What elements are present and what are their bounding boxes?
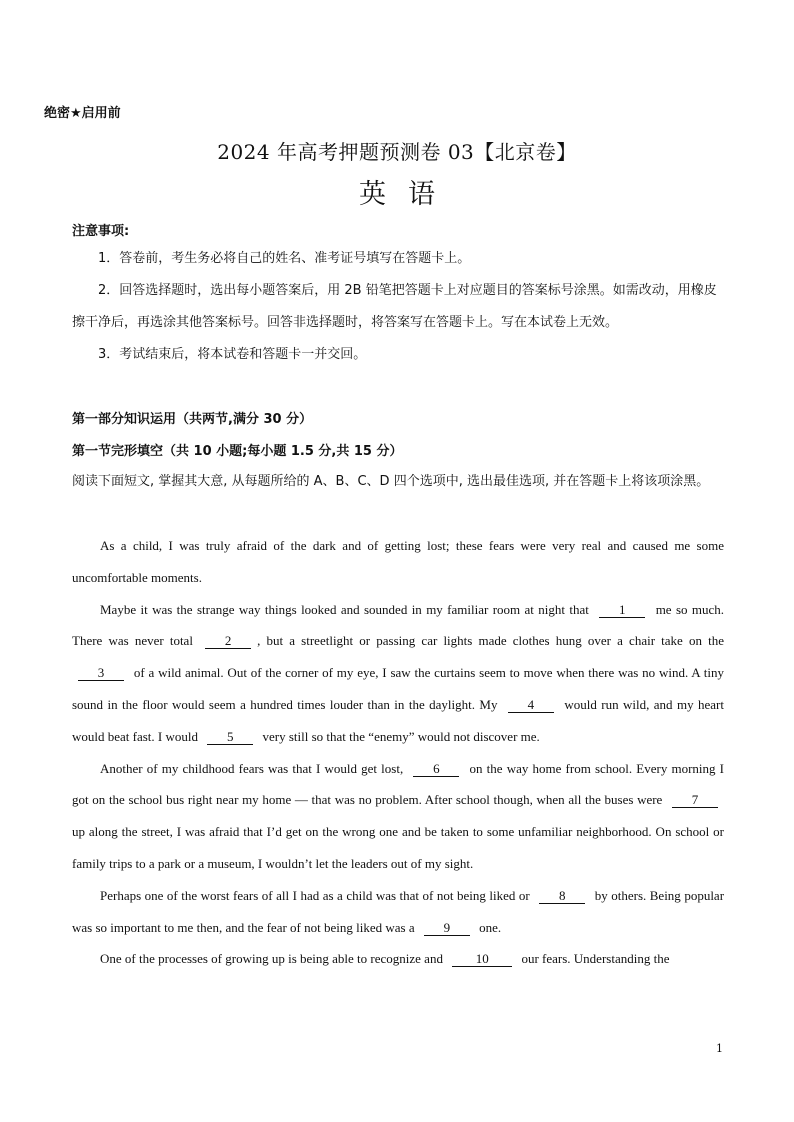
blank-1: 1	[599, 603, 645, 618]
blank-7: 7	[672, 793, 718, 808]
blank-5: 5	[207, 730, 253, 745]
blank-9: 9	[424, 921, 470, 936]
blank-8: 8	[539, 889, 585, 904]
passage-text: One of the processes of growing up is being able to recognize and	[100, 951, 443, 967]
passage-text: , but a streetlight or passing car lights made clothes hung over a chair take on the	[257, 633, 725, 649]
passage-paragraph-3	[72, 753, 724, 880]
blank-2: 2	[205, 634, 251, 649]
passage-text: Perhaps one of the worst fears of all I had as a child was that of not being liked or	[100, 887, 530, 903]
cloze-passage	[72, 530, 724, 975]
blank-3: 3	[78, 666, 124, 681]
page-number: 1	[716, 1042, 723, 1055]
passage-paragraph-5	[72, 943, 724, 975]
subject-title: 英语	[359, 179, 457, 210]
passage-text: me so much. There was never total	[72, 601, 725, 649]
passage-paragraph-2	[72, 594, 724, 753]
section1-heading: 第一节完形填空（共 10 小题;每小题 1.5 分,共 15 分）	[72, 444, 403, 459]
exam-title: 2024 年高考押题预测卷 03【北京卷】	[217, 140, 577, 164]
blank-6: 6	[413, 762, 459, 777]
passage-text: on the way home from school. Every morning I got on the school bus right near my home — that was no problem. After school though, when all the buses were	[72, 760, 725, 808]
passage-text: very still so that the “enemy” would not discover me.	[262, 728, 540, 744]
passage-paragraph-1	[72, 530, 724, 594]
passage-text: up along the street, I was afraid that I’d get on the wrong one and be taken to some unfamiliar neighborhood. On school or family trips to a park or a museum, I wouldn’t let the leaders out of my sight.	[72, 824, 724, 871]
part1-heading: 第一部分知识运用（共两节,满分 30 分）	[72, 412, 313, 427]
section1-instruction: 阅读下面短文, 掌握其大意, 从每题所给的 A、B、C、D 四个选项中, 选出最佳选项, 并在答题卡上将该项涂黑。	[72, 474, 710, 489]
passage-text: our fears. Understanding the	[521, 951, 670, 967]
note-item-1: 1．答卷前，考生务必将自己的姓名、准考证号填写在答题卡上。	[98, 251, 471, 266]
notes-heading: 注意事项:	[72, 224, 130, 239]
passage-text: by others. Being popular was so important to me then, and the fear of not being liked was a	[72, 887, 725, 935]
passage-text: As a child, I was truly afraid of the dark and of getting lost; these fears were very real and caused me some uncomfortable moments.	[72, 538, 724, 585]
secret-label: 绝密★启用前	[44, 106, 121, 121]
passage-text: of a wild animal. Out of the corner of my eye, I saw the curtains seem to move when there was no wind. A tiny sound in the floor would seem a hundred times louder than in the daylight. My	[72, 665, 725, 712]
passage-paragraph-4	[72, 880, 724, 944]
passage-text: would run wild, and my heart would beat fast. I would	[72, 696, 724, 744]
passage-text: one.	[479, 919, 502, 935]
passage-text: Maybe it was the strange way things looked and sounded in my familiar room at night that	[100, 601, 589, 617]
passage-text: Another of my childhood fears was that I would get lost,	[100, 760, 404, 776]
note-item-3: 3．考试结束后，将本试卷和答题卡一并交回。	[98, 347, 367, 362]
blank-4: 4	[508, 698, 554, 713]
blank-10: 10	[452, 952, 512, 967]
note-item-2: 2．回答选择题时，选出每小题答案后，用 2B 铅笔把答题卡上对应题目的答案标号涂黑。如需改动，用橡皮擦干净后，再选涂其他答案标号。回答非选择题时，将答案写在答题卡上。写在本试卷上无效。	[72, 283, 717, 330]
